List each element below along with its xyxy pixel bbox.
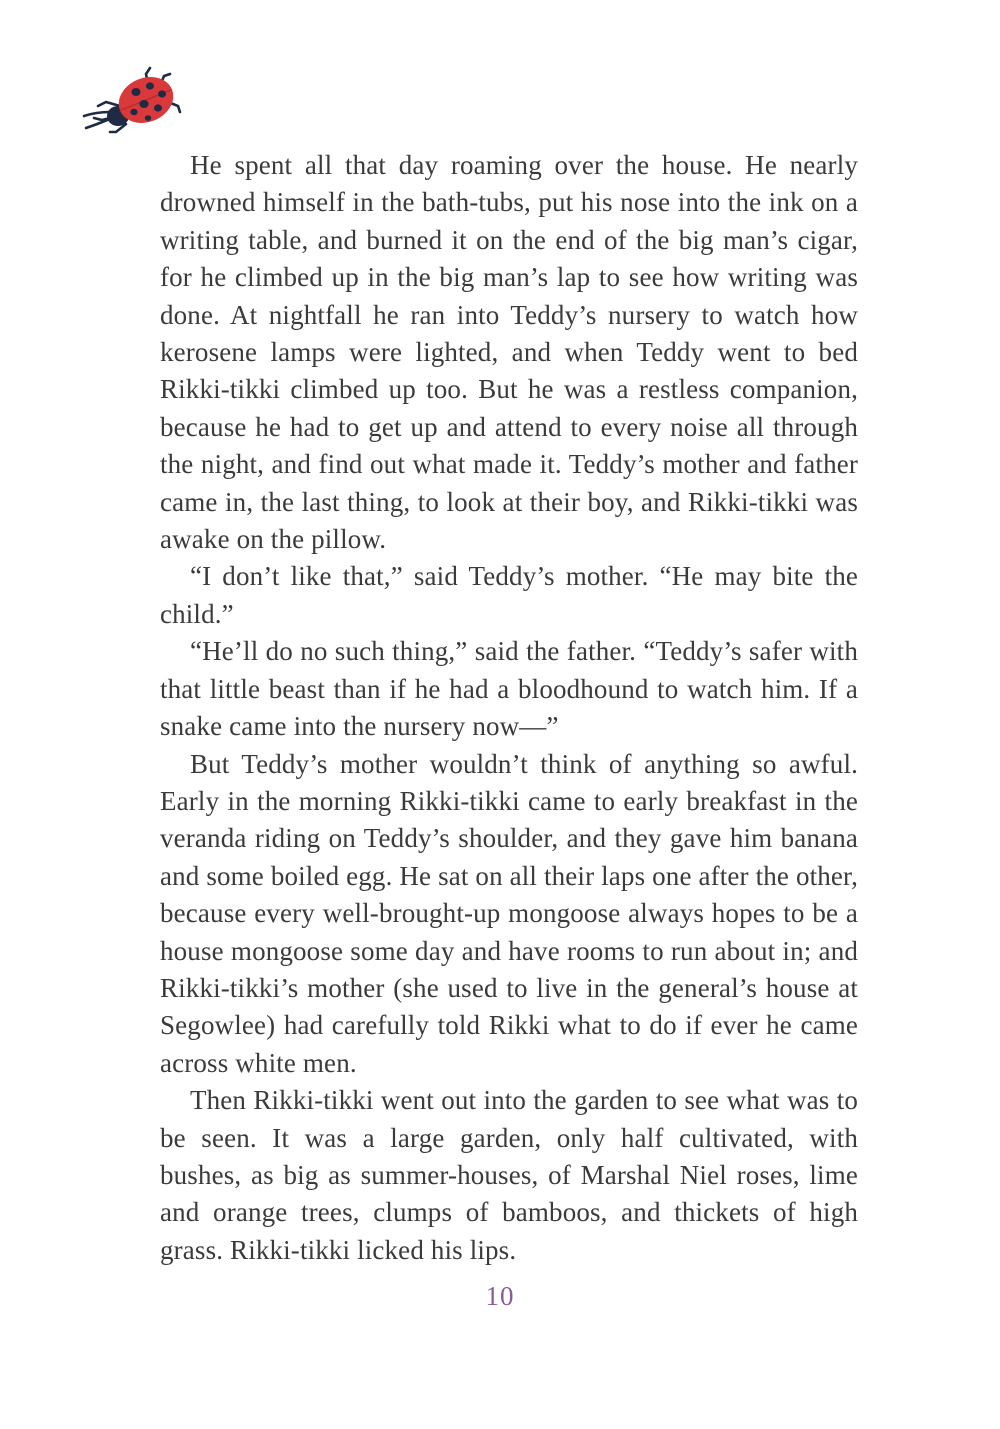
paragraph: He spent all that day roaming over the house. He nearly drowned himself in the bath-tubs, put his nose into the ink on a writing table, and burned it on the end of the big man’s cigar, for he climbed up in the big man’s lap to see how writing was done. At nightfall he ran into Teddy’s nursery to watch how kerosene lamps were lighted, and when Teddy went to bed Rikki-tikki climbed up too. But he was a restless companion, because he had to get up and attend to every noise all through the night, and find out what made it. Teddy’s mother and father came in, the last thing, to look at their boy, and Rikki-tikki was awake on the pillow. — [160, 150, 858, 555]
paragraph: “I don’t like that,” said Teddy’s mother. “He may bite the child.” — [160, 561, 858, 629]
paragraph: “He’ll do no such thing,” said the father. “Teddy’s safer with that little beast than if he had a bloodhound to watch him. If a snake came into the nursery now—” — [160, 636, 858, 742]
paragraph: But Teddy’s mother wouldn’t think of anything so awful. Early in the morning Rikki-tikki came to early breakfast in the veranda riding on Teddy’s shoulder, and they gave him banana and some boiled egg. He sat on all their laps one after the other, because every well-brought-up mongoose always hopes to be a house mongoose some day and have rooms to run about in; and Rikki-tikki’s mother (she used to live in the general’s house at Segowlee) had carefully told Rikki what to do if ever he came across white men. — [160, 748, 858, 1078]
paragraph: Then Rikki-tikki went out into the garden to see what was to be seen. It was a large garden, only half cultivated, with bushes, as big as summer-houses, of Marshal Niel roses, lime and orange trees, clumps of bamboos, and thickets of high grass. Rikki-tikki licked his lips. — [160, 1085, 858, 1265]
ladybug-icon — [76, 62, 184, 136]
page-number: 10 — [485, 1281, 515, 1311]
body-text — [160, 147, 858, 1269]
